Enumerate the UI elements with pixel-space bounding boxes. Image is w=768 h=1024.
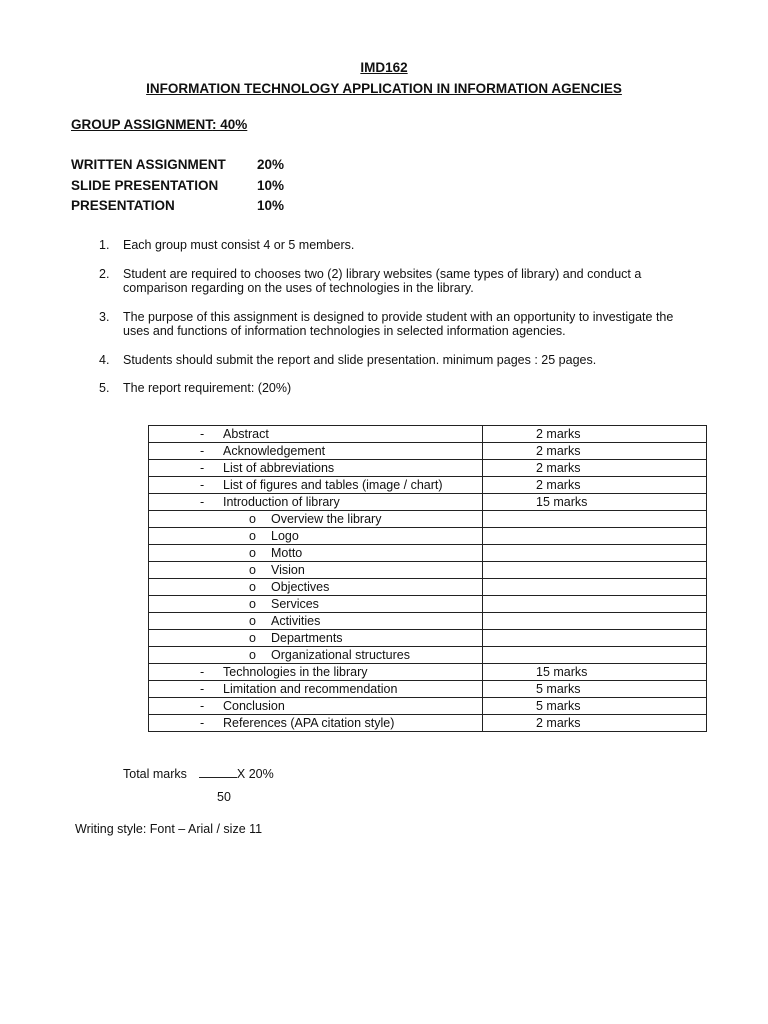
bullet-marker: o (249, 563, 256, 577)
marks-cell: 2 marks (483, 426, 707, 443)
table-row (149, 630, 707, 647)
requirement-item-label: Acknowledgement (223, 444, 326, 458)
table-row (149, 477, 707, 494)
bullet-marker: o (249, 597, 256, 611)
list-text: Students should submit the report and slide presentation. minimum pages : 25 pages. (123, 352, 597, 367)
requirement-item-cell (149, 477, 483, 494)
marks-cell (483, 579, 707, 596)
table-row (149, 528, 707, 545)
list-item (99, 267, 679, 296)
table-row (149, 596, 707, 613)
requirement-item-label: Motto (271, 546, 303, 560)
requirement-item-label: Introduction of library (223, 495, 340, 509)
weight-row (71, 198, 284, 219)
weight-value: 20% (257, 157, 285, 172)
requirement-item-cell (149, 630, 483, 647)
marks-cell: 15 marks (483, 494, 707, 511)
requirement-item-label: Abstract (223, 427, 269, 441)
dash-marker: - (200, 444, 205, 458)
dash-marker: - (200, 427, 205, 441)
course-code: IMD162 (360, 60, 408, 75)
list-text: Each group must consist 4 or 5 members. (123, 238, 355, 252)
requirement-item-label: Organizational structures (271, 648, 410, 662)
list-number: 3. (99, 309, 110, 324)
marks-cell: 2 marks (483, 715, 707, 732)
bullet-marker: o (249, 631, 256, 645)
requirement-item-cell (149, 460, 483, 477)
requirement-item-cell (149, 715, 483, 732)
table-row (149, 579, 707, 596)
dash-marker: - (200, 461, 205, 475)
group-assignment-label: GROUP ASSIGNMENT (71, 117, 213, 132)
total-marks (123, 765, 274, 781)
list-text: The purpose of this assignment is designed to provide student with an opportunity to investigate the uses and functions of information technologies in selected information agencies. (123, 309, 674, 338)
requirement-item-label: List of abbreviations (223, 461, 335, 475)
list-number: 2. (99, 266, 110, 281)
requirement-item-cell (149, 494, 483, 511)
requirement-item-label: Vision (271, 563, 305, 577)
table-row (149, 698, 707, 715)
list-item (99, 353, 679, 368)
marks-cell: 15 marks (483, 664, 707, 681)
group-assignment-heading (71, 117, 247, 132)
requirement-item-label: Departments (271, 631, 343, 645)
bullet-marker: o (249, 512, 256, 526)
bullet-marker: o (249, 580, 256, 594)
writing-style-note: Writing style: Font – Arial / size 11 (75, 822, 263, 836)
marks-cell (483, 613, 707, 630)
weight-value: 10% (257, 198, 285, 213)
table-row (149, 426, 707, 443)
course-title: INFORMATION TECHNOLOGY APPLICATION IN INFORMATION AGENCIES (146, 81, 622, 96)
marks-cell (483, 528, 707, 545)
bullet-marker: o (249, 614, 256, 628)
weight-row (71, 157, 284, 178)
total-denominator: 50 (217, 790, 231, 804)
marks-cell: 2 marks (483, 477, 707, 494)
bullet-marker: o (249, 546, 256, 560)
requirement-item-label: Limitation and recommendation (223, 682, 398, 696)
requirement-item-label: List of figures and tables (image / chart) (223, 478, 443, 492)
dash-marker: - (200, 699, 205, 713)
marks-cell (483, 647, 707, 664)
marks-cell (483, 545, 707, 562)
requirement-item-label: Conclusion (223, 699, 285, 713)
table-row (149, 511, 707, 528)
table-row (149, 715, 707, 732)
dash-marker: - (200, 682, 205, 696)
marks-cell: 5 marks (483, 681, 707, 698)
table-row (149, 613, 707, 630)
marks-cell: 2 marks (483, 443, 707, 460)
marks-cell (483, 562, 707, 579)
requirement-item-cell (149, 664, 483, 681)
total-label: Total marks (123, 767, 187, 781)
requirement-item-cell (149, 426, 483, 443)
weights-list (71, 157, 284, 219)
requirement-item-cell (149, 579, 483, 596)
requirement-item-label: Technologies in the library (223, 665, 368, 679)
table-row (149, 443, 707, 460)
total-formula: X 20% (236, 767, 274, 781)
score-blank (199, 765, 237, 778)
list-item (99, 310, 679, 339)
list-text: Student are required to chooses two (2) library websites (same types of library) and conduct a comparison regarding on the uses of technologies in the library. (123, 266, 642, 295)
requirement-item-label: Services (271, 597, 319, 611)
bullet-marker: o (249, 529, 256, 543)
marks-cell: 2 marks (483, 460, 707, 477)
requirement-item-cell (149, 681, 483, 698)
requirement-item-cell (149, 596, 483, 613)
requirement-item-label: Overview the library (271, 512, 382, 526)
list-number: 1. (99, 238, 110, 252)
weight-label: WRITTEN ASSIGNMENT (71, 157, 226, 172)
marks-cell (483, 596, 707, 613)
requirement-item-cell (149, 511, 483, 528)
table-row (149, 494, 707, 511)
table-row (149, 545, 707, 562)
list-item (99, 238, 679, 253)
weight-label: PRESENTATION (71, 198, 175, 213)
table-row (149, 562, 707, 579)
marks-cell (483, 630, 707, 647)
marks-cell (483, 511, 707, 528)
dash-marker: - (200, 495, 205, 509)
marks-cell: 5 marks (483, 698, 707, 715)
instructions-list (99, 238, 679, 410)
list-text: The report requirement: (20%) (123, 381, 292, 395)
dash-marker: - (200, 665, 205, 679)
weight-value: 10% (257, 177, 285, 193)
table-row (149, 460, 707, 477)
list-number: 5. (99, 381, 110, 395)
table-row (149, 681, 707, 698)
table-row (149, 647, 707, 664)
requirement-item-label: Logo (271, 529, 299, 543)
requirement-item-cell (149, 613, 483, 630)
weight-row (71, 178, 284, 199)
requirement-item-cell (149, 528, 483, 545)
group-assignment-weight: : 40% (212, 117, 248, 132)
requirement-item-cell (149, 562, 483, 579)
list-number: 4. (99, 352, 110, 367)
requirement-item-label: Objectives (271, 580, 330, 594)
requirement-item-label: Activities (271, 614, 321, 628)
requirement-item-cell (149, 545, 483, 562)
requirement-item-cell (149, 647, 483, 664)
bullet-marker: o (249, 648, 256, 662)
dash-marker: - (200, 716, 205, 730)
table-row (149, 664, 707, 681)
dash-marker: - (200, 478, 205, 492)
requirement-item-label: References (APA citation style) (223, 716, 395, 730)
weight-label: SLIDE PRESENTATION (71, 177, 219, 193)
list-item (99, 381, 679, 396)
requirement-item-cell (149, 443, 483, 460)
requirement-item-cell (149, 698, 483, 715)
report-requirement-table (148, 425, 707, 732)
